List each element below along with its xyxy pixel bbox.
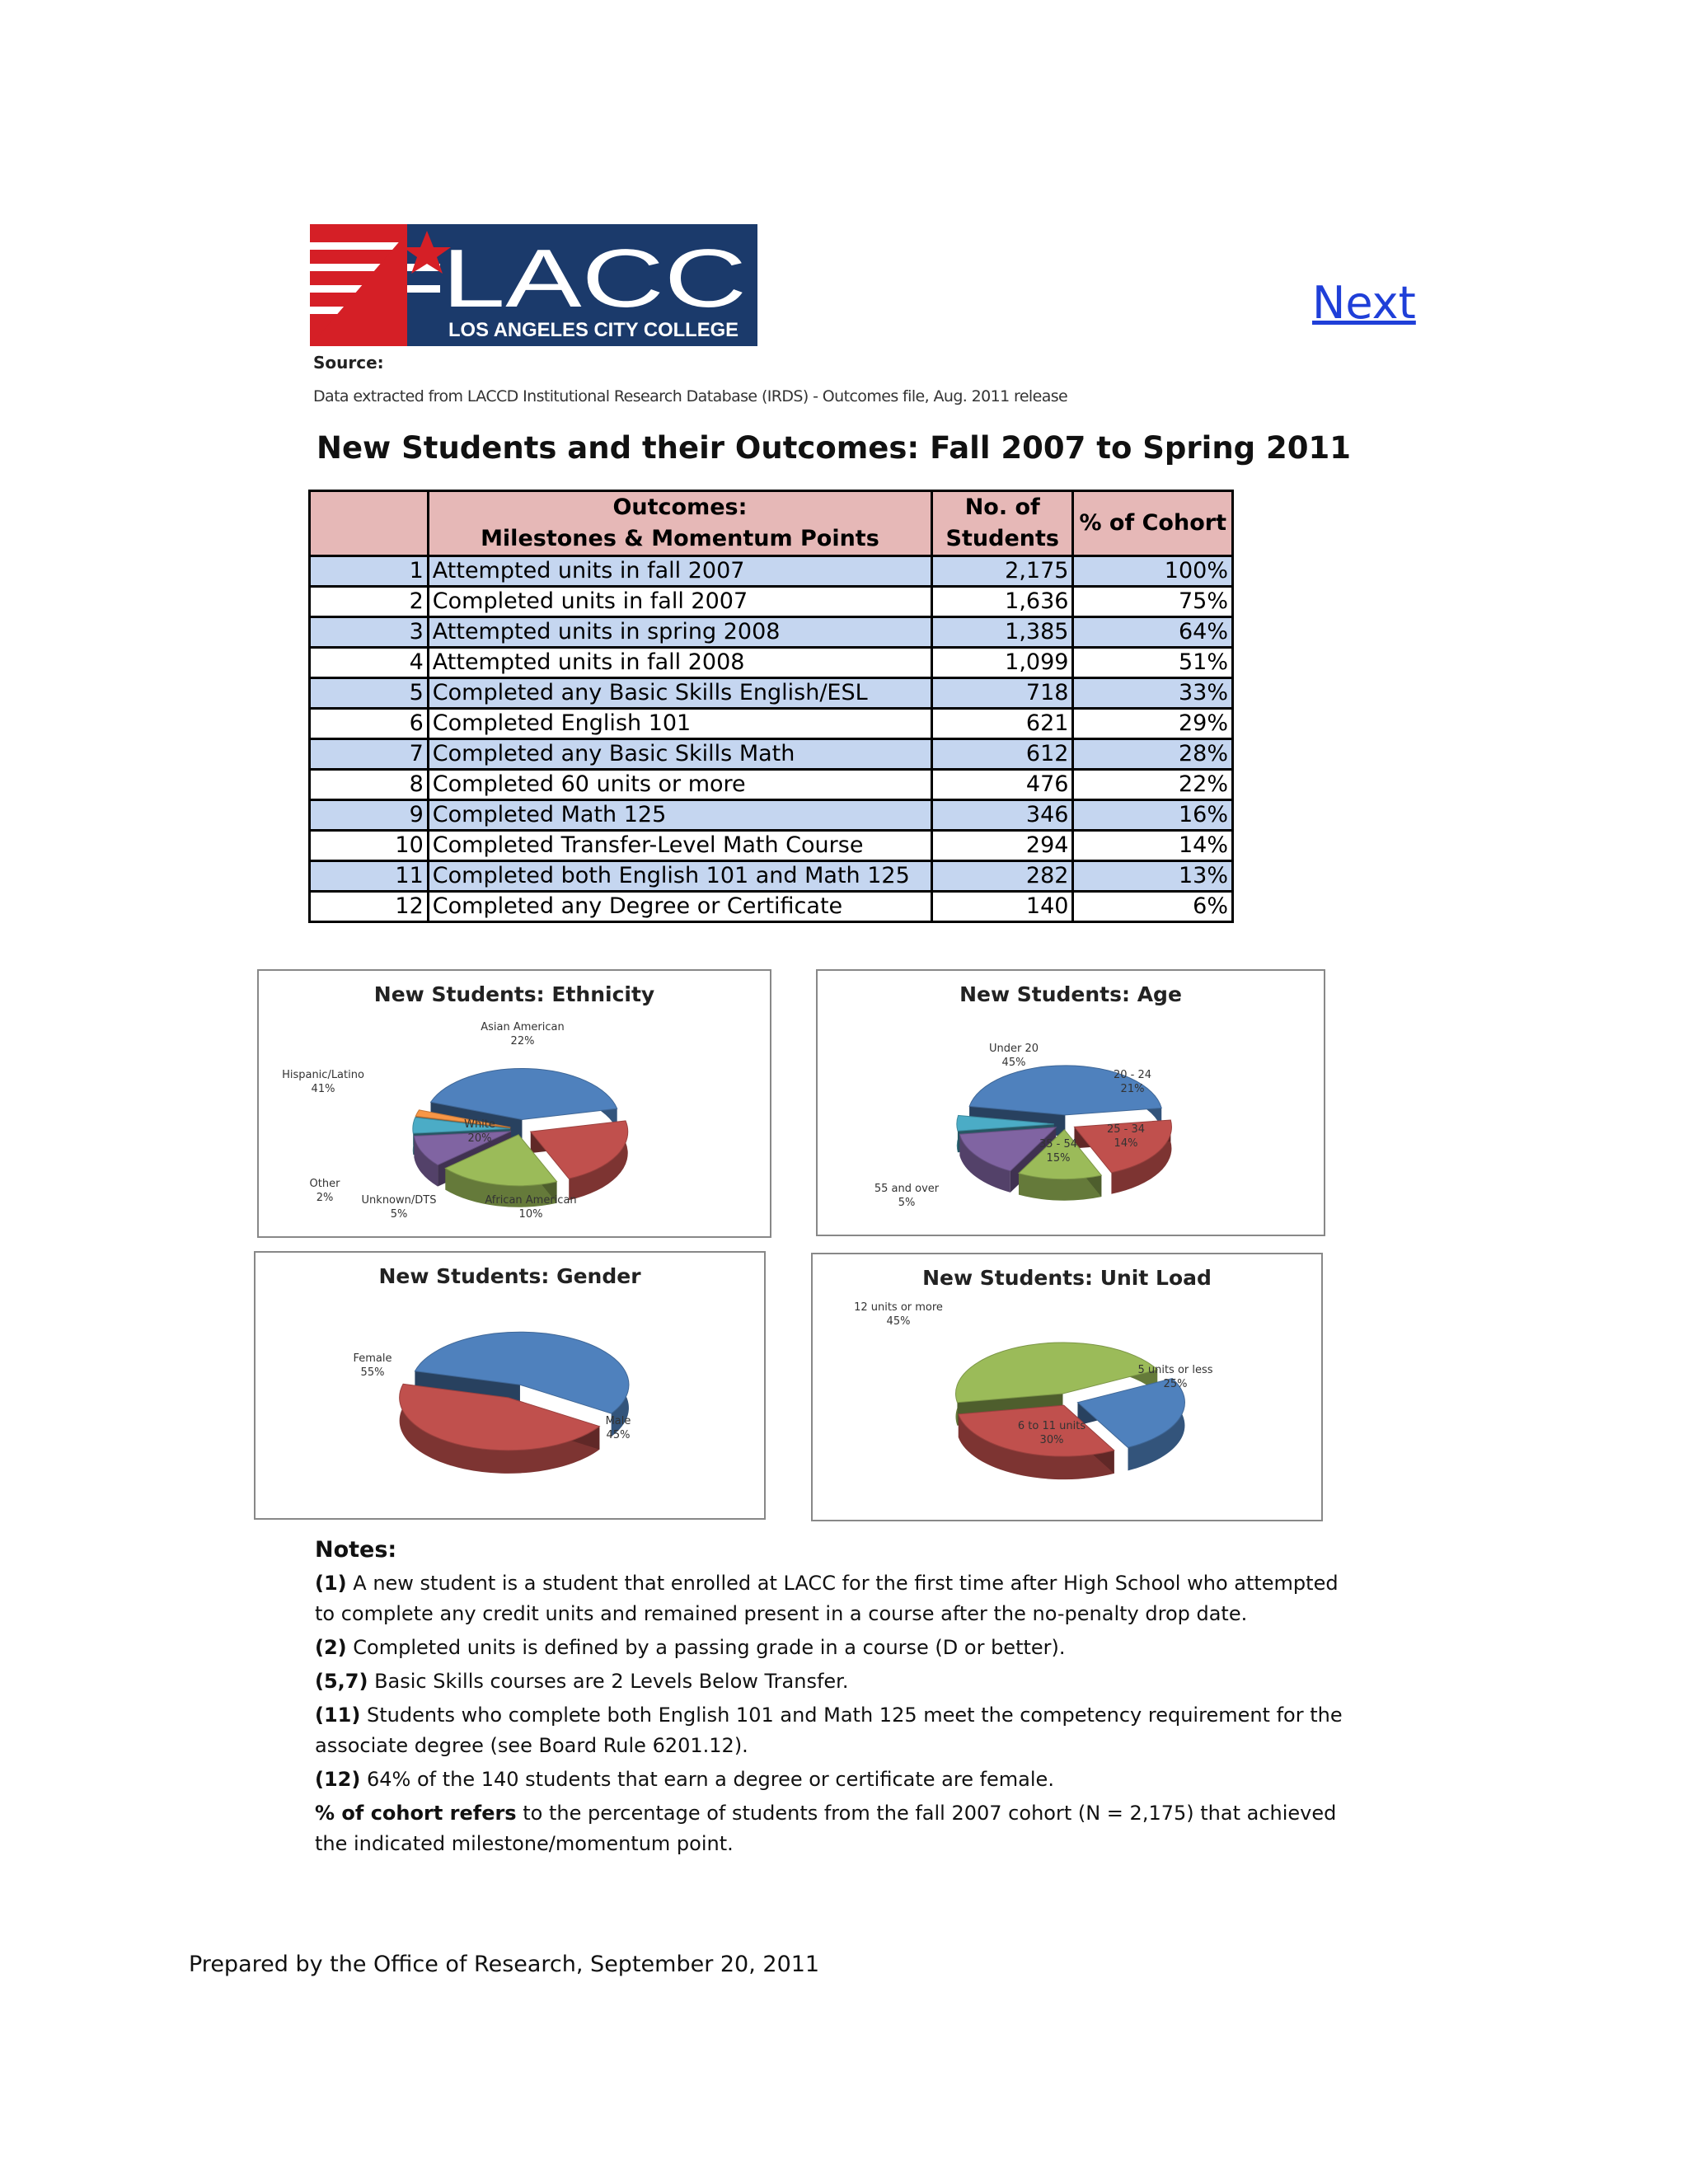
note-text: 64% of the 140 students that earn a degree or certificate are female.	[360, 1768, 1054, 1791]
row-students: 294	[932, 831, 1073, 861]
gender-chart-panel	[254, 1251, 766, 1520]
page-title: New Students and their Outcomes: Fall 2007 to Spring 2011	[316, 430, 1352, 466]
outcomes-table	[308, 490, 1234, 923]
pie-slice-label: African American	[485, 1194, 577, 1207]
note-ref: (11)	[315, 1704, 361, 1727]
logo-subtitle-text: LOS ANGELES CITY COLLEGE	[448, 319, 738, 341]
row-label: Completed Math 125	[428, 800, 931, 831]
logo-brand-text: LACC	[442, 232, 747, 325]
pie-slice-pct-label: 14%	[1114, 1137, 1138, 1150]
row-pct: 14%	[1073, 831, 1233, 861]
row-number: 2	[310, 587, 429, 617]
row-pct: 29%	[1073, 709, 1233, 739]
header-outcomes-line1: Outcomes:	[612, 494, 748, 520]
note-text: to the percentage of students from the fall 2007 cohort (N = 2,175) that achieved the indicated milestone/momentum point.	[315, 1802, 1337, 1855]
pie-chart-svg	[259, 971, 770, 1236]
row-pct: 16%	[1073, 800, 1233, 831]
row-students: 140	[932, 892, 1073, 922]
row-label: Completed any Basic Skills Math	[428, 739, 931, 770]
pie-slice-pct-label: 55%	[360, 1366, 385, 1379]
row-pct: 13%	[1073, 861, 1233, 892]
header-students	[932, 491, 1073, 556]
row-number: 3	[310, 617, 429, 648]
row-students: 621	[932, 709, 1073, 739]
note-text: Basic Skills courses are 2 Levels Below Transfer.	[368, 1670, 849, 1693]
pie-chart-svg	[818, 971, 1324, 1235]
unit-load-chart-panel	[811, 1253, 1323, 1521]
source-label: Source:	[313, 353, 384, 373]
row-label: Attempted units in fall 2007	[428, 556, 931, 587]
age-chart-title: New Students: Age	[959, 982, 1182, 1006]
header-outcomes	[428, 491, 931, 556]
note-ref: % of cohort refers	[315, 1802, 517, 1825]
note-ref: (1)	[315, 1572, 347, 1595]
pie-slice-pct-label: 25%	[1163, 1378, 1188, 1390]
table-row	[310, 831, 1233, 861]
row-students: 612	[932, 739, 1073, 770]
table-row	[310, 709, 1233, 739]
notes-section	[315, 1535, 1353, 1863]
pie-slice-pct-label: 15%	[1046, 1152, 1071, 1165]
pie-slice-pct-label: 5%	[898, 1197, 916, 1209]
source-text: Data extracted from LACCD Institutional Research Database (IRDS) - Outcomes file, Aug. 2011 release	[313, 387, 1068, 405]
table-row	[310, 617, 1233, 648]
note-item	[315, 1765, 1353, 1795]
row-label: Completed both English 101 and Math 125	[428, 861, 931, 892]
row-students: 346	[932, 800, 1073, 831]
table-row	[310, 678, 1233, 709]
header-outcomes-line2: Milestones & Momentum Points	[481, 526, 879, 551]
notes-heading: Notes:	[315, 1537, 397, 1563]
row-number: 6	[310, 709, 429, 739]
gender-chart-title: New Students: Gender	[378, 1264, 641, 1288]
pie-slice-label: 5 units or less	[1137, 1364, 1213, 1376]
age-chart-panel	[816, 969, 1325, 1236]
note-ref: (5,7)	[315, 1670, 368, 1693]
pie-slice-label: Unknown/DTS	[361, 1194, 437, 1207]
header-blank	[310, 491, 429, 556]
pie-slice-pct-label: 5%	[390, 1208, 408, 1221]
row-number: 11	[310, 861, 429, 892]
pie-slice-label: 20 - 24	[1113, 1069, 1152, 1081]
note-item	[315, 1700, 1353, 1761]
lacc-logo	[310, 224, 757, 346]
note-text: Students who complete both English 101 and Math 125 meet the competency requirement for the associate degree (see Board Rule 6201.12).	[315, 1704, 1343, 1757]
note-item	[315, 1633, 1353, 1663]
pie-slice-label: Asian American	[481, 1021, 565, 1033]
row-students: 476	[932, 770, 1073, 800]
row-label: Completed any Degree or Certificate	[428, 892, 931, 922]
row-students: 282	[932, 861, 1073, 892]
pie-slice-pct-label: 45%	[1001, 1057, 1026, 1069]
header-students-line2: Students	[945, 526, 1059, 551]
row-pct: 75%	[1073, 587, 1233, 617]
row-students: 2,175	[932, 556, 1073, 587]
pie-slice-pct-label: 41%	[311, 1083, 335, 1095]
table-row	[310, 587, 1233, 617]
pie-slice-label: Male	[605, 1415, 631, 1427]
note-item	[315, 1568, 1353, 1629]
row-number: 10	[310, 831, 429, 861]
note-ref: (2)	[315, 1636, 347, 1659]
pie-chart-svg	[256, 1253, 764, 1518]
row-pct: 6%	[1073, 892, 1233, 922]
pie-slice-pct-label: 2%	[316, 1192, 334, 1204]
table-row	[310, 770, 1233, 800]
ethnicity-chart-title: New Students: Ethnicity	[373, 982, 655, 1006]
footer-text: Prepared by the Office of Research, September 20, 2011	[189, 1952, 820, 1977]
pie-slice-pct-label: 10%	[518, 1208, 543, 1221]
row-label: Completed Transfer-Level Math Course	[428, 831, 931, 861]
row-students: 1,099	[932, 648, 1073, 678]
row-number: 8	[310, 770, 429, 800]
table-row	[310, 861, 1233, 892]
row-students: 718	[932, 678, 1073, 709]
row-label: Attempted units in fall 2008	[428, 648, 931, 678]
row-label: Completed units in fall 2007	[428, 587, 931, 617]
header-students-line1: No. of	[964, 494, 1040, 520]
note-text: Completed units is defined by a passing grade in a course (D or better).	[346, 1636, 1066, 1659]
pie-slice-pct-label: 30%	[1039, 1434, 1064, 1446]
pie-slice-label: 12 units or more	[854, 1301, 943, 1314]
pie-chart-svg	[813, 1254, 1321, 1520]
pie-slice-label: Other	[309, 1178, 340, 1190]
table-row	[310, 739, 1233, 770]
pie-slice-pct-label: 20%	[467, 1132, 492, 1145]
pie-slice-label: Hispanic/Latino	[282, 1069, 364, 1081]
pie-slice-pct-label: 45%	[886, 1315, 911, 1328]
table-row	[310, 892, 1233, 922]
row-number: 9	[310, 800, 429, 831]
pie-slice-label: 55 and over	[874, 1183, 940, 1195]
unit-load-chart-title: New Students: Unit Load	[922, 1266, 1212, 1290]
pie-slice-pct-label: 45%	[606, 1429, 631, 1441]
row-number: 12	[310, 892, 429, 922]
row-number: 5	[310, 678, 429, 709]
pie-slice-pct-label: 21%	[1120, 1083, 1145, 1095]
row-label: Completed English 101	[428, 709, 931, 739]
row-pct: 100%	[1073, 556, 1233, 587]
note-ref: (12)	[315, 1768, 361, 1791]
row-label: Completed any Basic Skills English/ESL	[428, 678, 931, 709]
row-number: 1	[310, 556, 429, 587]
row-pct: 64%	[1073, 617, 1233, 648]
row-number: 4	[310, 648, 429, 678]
note-item	[315, 1666, 1353, 1697]
note-item	[315, 1798, 1353, 1859]
row-pct: 22%	[1073, 770, 1233, 800]
pie-slice-label: White	[464, 1118, 495, 1131]
row-number: 7	[310, 739, 429, 770]
row-students: 1,636	[932, 587, 1073, 617]
ethnicity-chart-panel	[257, 969, 771, 1238]
row-pct: 33%	[1073, 678, 1233, 709]
table-row	[310, 648, 1233, 678]
pie-slice-label: Female	[353, 1352, 392, 1365]
table-row	[310, 556, 1233, 587]
row-pct: 28%	[1073, 739, 1233, 770]
row-students: 1,385	[932, 617, 1073, 648]
pie-slice-label: 35 - 54	[1039, 1138, 1078, 1151]
table-row	[310, 800, 1233, 831]
pie-slice-label: 6 to 11 units	[1017, 1420, 1086, 1432]
next-link[interactable]: Next	[1312, 277, 1416, 329]
pie-slice-pct-label: 22%	[510, 1035, 535, 1047]
table-header-row	[310, 491, 1233, 556]
pie-slice-label: Under 20	[988, 1043, 1039, 1055]
note-text: A new student is a student that enrolled at LACC for the first time after High School who attempted to complete any credit units and remained present in a course after the no-penalty drop date.	[315, 1572, 1339, 1625]
row-label: Completed 60 units or more	[428, 770, 931, 800]
header-cohort: % of Cohort	[1073, 491, 1233, 556]
pie-slice-label: 25 - 34	[1106, 1123, 1146, 1136]
row-pct: 51%	[1073, 648, 1233, 678]
row-label: Attempted units in spring 2008	[428, 617, 931, 648]
